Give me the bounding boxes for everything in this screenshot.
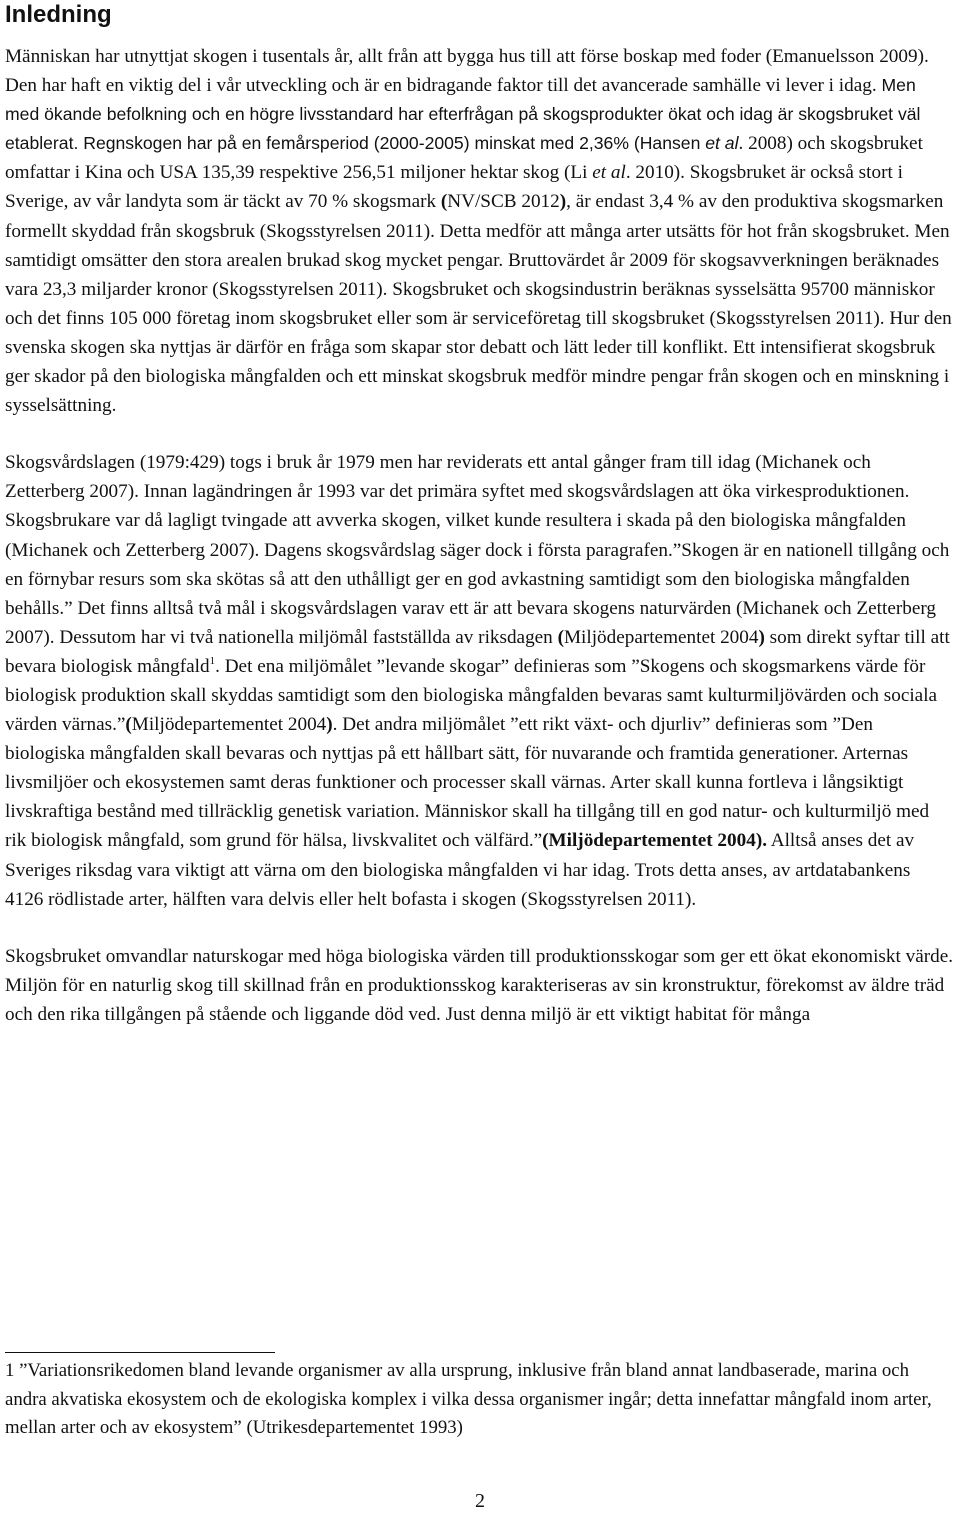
bold-paren-open: ( xyxy=(557,626,564,648)
p3-text: Skogsbruket omvandlar naturskogar med höga biologiska värden till produktionsskogar som ger ett ökat ekonomiskt värde. Miljön för en naturlig skog till skillnad från en produktionsskog karakteriseras av sin kronstruktur, förekomst av äldre träd och den rika tillgången på stående och liggande död ved. Just denna miljö är ett viktigt habitat för många xyxy=(5,945,954,1025)
bold-paren-open: ( xyxy=(125,714,132,736)
p2-text-4: . Det andra miljömålet ”ett rikt växt- och djurliv” definieras som ”Den biologiska mångfalden skall bevaras och nyttjas på ett hållbart sätt, för nuvarande och framtida generationer. Arternas livsmiljöer och ekosystemen samt deras funktioner och processer skall värnas. Arter skall kunna fortleva i långsiktigt livskraftiga bestånd med tillräcklig genetisk variation. Människor skall ha tillgång till en god natur- och kulturmiljö med rik biologisk mångfald, som grund för hälsa, livskvalitet och välfärd.” xyxy=(5,714,930,852)
paragraph-skogsvardslagen xyxy=(5,448,953,914)
page-number: 2 xyxy=(475,1490,485,1512)
footnote: 1 ”Variationsrikedomen bland levande organismer av alla ursprung, inklusive från bland annat landbaserade, marina och andra akvatiska ekosystem och de ekologiska komplex i vilka dessa organismer ingår; detta innefattar mångfald inom arter, mellan arter och av ekosystem” (Utrikesdepartementet 1993) xyxy=(5,1360,932,1439)
intro-text-1: Människan har utnyttjat skogen i tusentals år, allt från att bygga hus till att förse boskap med foder (Emanuelsson 2009). Den har haft en viktig del i vår utveckling och är en bidragande faktor till det avancerade samhälle vi lever i idag. xyxy=(5,46,929,97)
bold-paren-close: ) xyxy=(559,191,567,213)
body-text xyxy=(5,42,953,1057)
bold-paren-open: ( xyxy=(440,191,448,213)
et-al-2: et al xyxy=(592,162,626,184)
footnote-divider xyxy=(5,1352,275,1353)
bold-paren-close: ) xyxy=(758,626,765,648)
bold-paren-close: ). xyxy=(755,830,767,852)
et-al-1: et al xyxy=(705,133,739,154)
intro-citation: NV/SCB 2012 xyxy=(447,191,560,213)
intro-text-3: . 2008) och skogsbruket omfattar i Kina och USA 135,39 respektive 256,51 miljoner hektar skog (Li xyxy=(5,133,923,184)
bold-paren-close: ) xyxy=(326,714,333,736)
p2-citation-1: Miljödepartementet 2004 xyxy=(563,626,759,648)
paragraph-skogsbruket xyxy=(5,942,953,1029)
p2-text-2: som direkt syftar till att bevara biologisk mångfald xyxy=(5,626,950,677)
p2-text-5: Alltså anses det av Sveriges riksdag vara viktigt att värna om den biologiska mångfalden vi har idag. Trots detta anses, av artdatabankens 4126 rödlistade arter, hälften vara delvis eller helt bofasta i skogen (Skogsstyrelsen 2011). xyxy=(5,830,915,910)
section-heading: Inledning xyxy=(5,1,112,28)
bold-paren-open: ( xyxy=(542,830,549,852)
paragraph-intro xyxy=(5,42,953,420)
p2-text-3: . Det ena miljömålet ”levande skogar” definieras som ”Skogens och skogsmarkens värde för biologisk produktion skall skyddas samtidigt som den biologiska mångfalden bevaras samt kulturmiljövärden och sociala värden värnas.” xyxy=(5,655,938,736)
p2-citation-2: Miljödepartementet 2004 xyxy=(131,714,327,736)
p2-text-1: Skogsvårdslagen (1979:429) togs i bruk år 1979 men har reviderats ett antal gånger fram till idag (Michanek och Zetterberg 2007). Innan lagändringen år 1993 var det primära syftet med skogsvårdslagen att öka virkesproduktionen. Skogsbrukare var då lagligt tvingade att avverka skogen, vilket kunde resultera i skada på den biologiska mångfalden (Michanek och Zetterberg 2007). Dagens skogsvårdslag säger dock i första paragrafen.”Skogen är en nationell tillgång och en förnybar resurs som ska skötas så att den uthålligt ger en god avkastning samtidigt som den biologiska mångfalden behålls.” Det finns alltså två mål i skogsvårdslagen varav ett är att bevara skogens naturvärden (Michanek och Zetterberg 2007). Dessutom har vi två nationella miljömål fastställda av riksdagen xyxy=(5,452,950,648)
footnote-marker: 1 xyxy=(209,654,216,667)
intro-text-5: , är endast 3,4 % av den produktiva skogsmarken formellt skyddad från skogsbruk (Skogsstyrelsen 2011). Detta medför att många arter utsätts för hot från skogsbruket. Men samtidigt omsätter den stora arealen brukad skog mycket pengar. Bruttovärdet år 2009 för skogsavverkningen beräknades vara 23,3 miljarder kronor (Skogsstyrelsen 2011). Skogsbruket och skogsindustrin beräknas sysselsätta 95700 människor och det finns 105 000 företag inom skogsbruket eller som är serviceföretag till skogsbruket (Skogsstyrelsen 2011). Hur den svenska skogen ska nyttjas är därför en fråga som skapar stor debatt och lätt leder till konflikt. Ett intensifierat skogsbruk ger skador på den biologiska mångfalden och ett minskat skogsbruk medför mindre pengar från skogen och en minskning i sysselsättning. xyxy=(5,191,952,417)
p2-citation-3: Miljödepartementet 2004 xyxy=(548,830,756,852)
intro-text-2a: Men med ökande befolkning och en högre livsstandard har efterfrågan på skogsprodukter ökat och idag är skogsbruket väl etablerat. Regnskogen har på en femårsperiod (2000-2005) minskat med 2,36% (Hansen xyxy=(5,75,921,154)
intro-text-4: . 2010). Skogsbruket är också stort i Sverige, av vår landyta som är täckt av 70 % skogsmark xyxy=(5,162,903,213)
